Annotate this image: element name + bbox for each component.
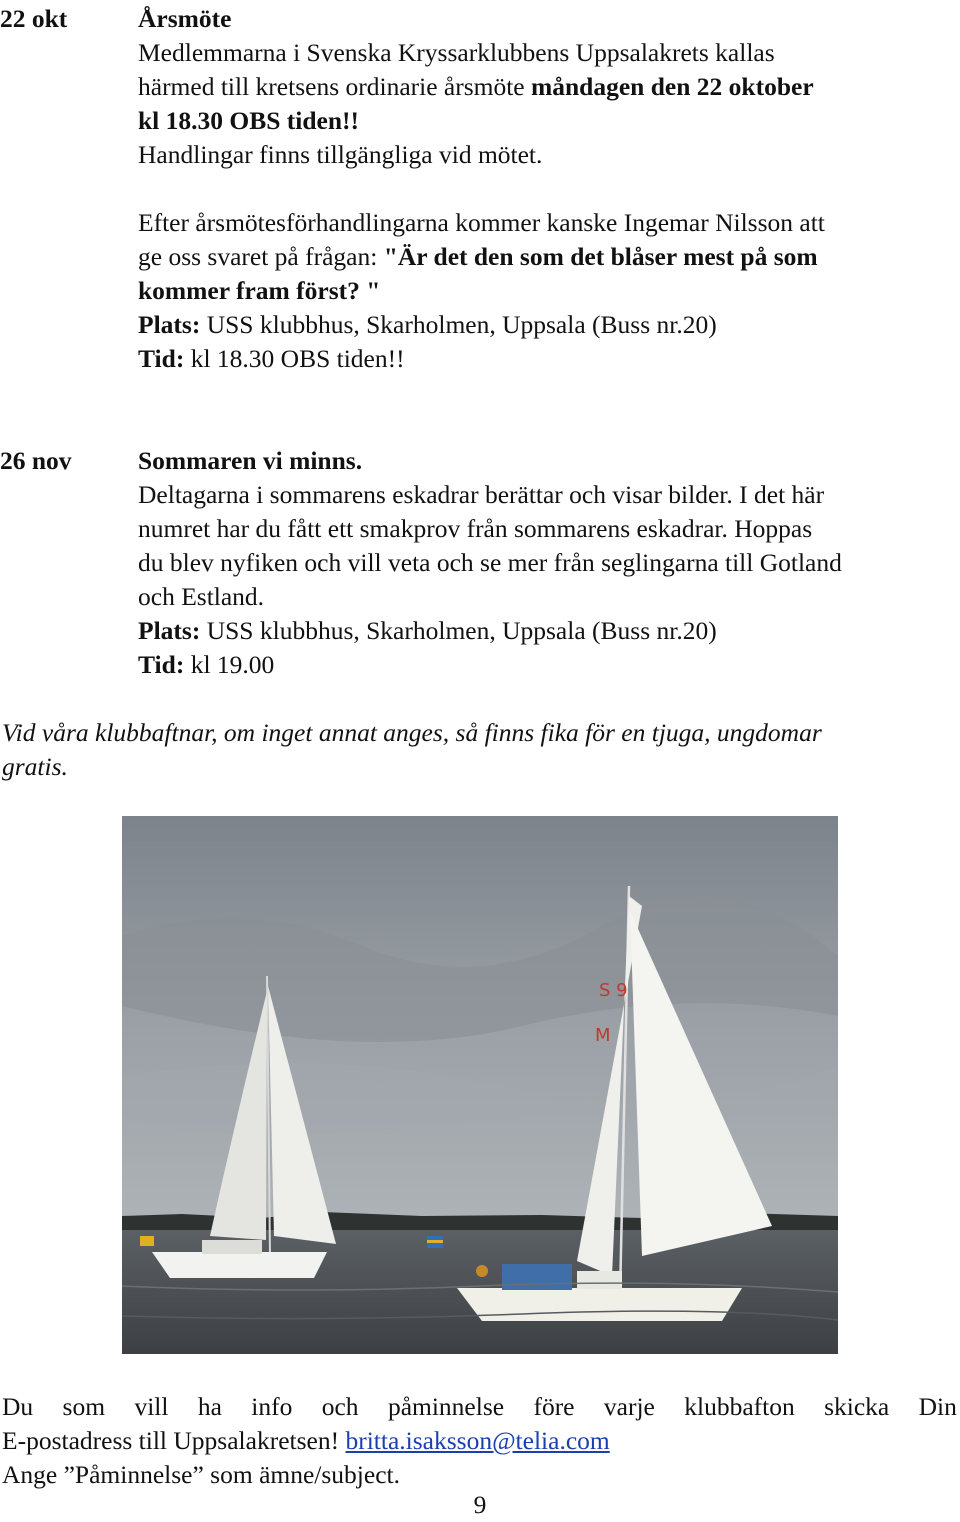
page-number: 9	[473, 1490, 487, 1519]
event-title: Årsmöte	[138, 4, 232, 33]
place-value: USS klubbhus, Skarholmen, Uppsala (Buss nr.20)	[206, 310, 717, 339]
footer-line	[2, 1390, 957, 1424]
footer-word: påminnelse	[387, 1392, 505, 1421]
question-text-end: kommer fram först? "	[138, 276, 381, 305]
event-desc-line: du blev nyfiken och vill veta och se mer från seglingarna till Gotland	[138, 548, 842, 577]
time-label: Tid:	[138, 344, 185, 373]
spacer	[138, 172, 958, 206]
event-intro-line	[138, 70, 958, 104]
time-value: kl 19.00	[190, 650, 275, 679]
event-content	[138, 2, 958, 376]
event-date: 22 okt	[0, 4, 68, 33]
event-content	[138, 444, 958, 682]
email-link[interactable]: britta.isaksson@telia.com	[345, 1426, 610, 1455]
event-desc-line: Deltagarna i sommarens eskadrar berättar och visar bilder. I det här	[138, 480, 825, 509]
footer-text: E-postadress till Uppsalakretsen!	[2, 1426, 346, 1455]
note-line: Vid våra klubbaftnar, om inget annat anges, så finns fika för en tjuga, ungdomar	[2, 718, 822, 747]
event-desc-line	[138, 240, 958, 274]
desc-text: ge oss svaret på frågan:	[138, 242, 384, 271]
footer	[2, 1390, 957, 1492]
place-label: Plats:	[138, 310, 201, 339]
intro-text: härmed till kretsens ordinarie årsmöte	[138, 72, 531, 101]
footer-word: klubbafton	[684, 1392, 795, 1421]
event-time	[138, 648, 958, 682]
event-place	[138, 614, 958, 648]
footer-word: som	[62, 1392, 106, 1421]
footer-word: info	[251, 1392, 293, 1421]
event-desc-line: Efter årsmötesförhandlingarna kommer kanske Ingemar Nilsson att	[138, 208, 825, 237]
footer-word: skicka	[824, 1392, 890, 1421]
event-date: 26 nov	[0, 446, 72, 475]
event-place	[138, 308, 958, 342]
note-line: gratis.	[2, 752, 68, 781]
event-title: Sommaren vi minns.	[138, 446, 363, 475]
footer-word: ha	[197, 1392, 222, 1421]
time-label: Tid:	[138, 650, 185, 679]
footer-line: Ange ”Påminnelse” som ämne/subject.	[2, 1460, 400, 1489]
event-time	[138, 342, 958, 376]
svg-text:M: M	[595, 1025, 611, 1046]
event-desc-line: och Estland.	[138, 582, 265, 611]
footer-word: Du	[2, 1392, 34, 1421]
footer-word: före	[533, 1392, 575, 1421]
event-intro-line: Handlingar finns tillgängliga vid mötet.	[138, 140, 543, 169]
footer-word: och	[321, 1392, 359, 1421]
club-evening-note	[2, 716, 957, 784]
meeting-time: kl 18.30 OBS tiden!!	[138, 106, 360, 135]
footer-word: Din	[918, 1392, 957, 1421]
footer-line	[2, 1424, 957, 1458]
question-text: "Är det den som det blåser mest på som	[383, 242, 818, 271]
footer-word: varje	[603, 1392, 655, 1421]
footer-word: vill	[134, 1392, 169, 1421]
place-label: Plats:	[138, 616, 201, 645]
meeting-date: måndagen den 22 oktober	[531, 72, 814, 101]
event-desc-line: numret har du fått ett smakprov från sommarens eskadrar. Hoppas	[138, 514, 813, 543]
time-value: kl 18.30 OBS tiden!!	[190, 344, 405, 373]
place-value: USS klubbhus, Skarholmen, Uppsala (Buss nr.20)	[206, 616, 717, 645]
sailboats-photo	[122, 816, 838, 1354]
svg-text:S 9: S 9	[599, 980, 628, 1001]
event-intro-line: Medlemmarna i Svenska Kryssarklubbens Uppsalakrets kallas	[138, 38, 775, 67]
